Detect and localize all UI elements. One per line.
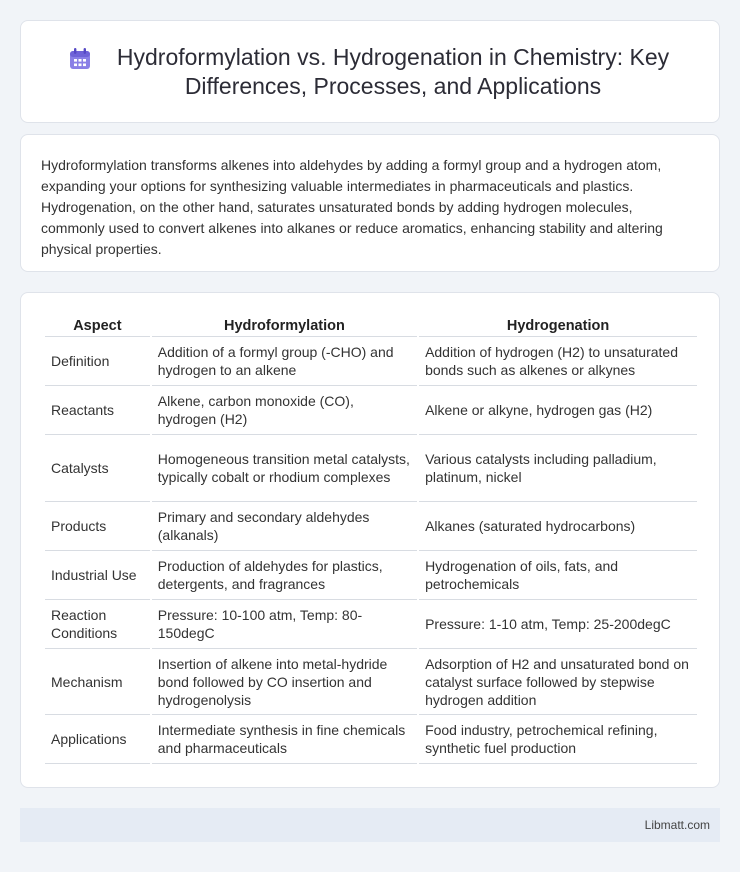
hydroformylation-cell: Addition of a formyl group (-CHO) and hydrogen to an alkene <box>152 337 417 386</box>
hydroformylation-cell: Homogeneous transition metal catalysts, typically cobalt or rhodium complexes <box>152 435 417 502</box>
column-header-hydrogenation: Hydrogenation <box>419 313 697 337</box>
footer-brand[interactable]: Libmatt.com <box>644 818 710 832</box>
row-label: Products <box>45 502 150 551</box>
comparison-table-card <box>20 292 720 788</box>
column-header-aspect: Aspect <box>45 313 150 337</box>
row-label: Applications <box>45 715 150 764</box>
hydrogenation-cell: Alkene or alkyne, hydrogen gas (H2) <box>419 386 697 435</box>
hydrogenation-cell: Addition of hydrogen (H2) to unsaturated bonds such as alkenes or alkynes <box>419 337 697 386</box>
table-header-row <box>45 313 697 337</box>
comparison-table <box>43 313 699 764</box>
hydroformylation-cell: Primary and secondary aldehydes (alkanals) <box>152 502 417 551</box>
row-label: Definition <box>45 337 150 386</box>
table-row <box>45 435 697 502</box>
hydrogenation-cell: Various catalysts including palladium, platinum, nickel <box>419 435 697 502</box>
hydroformylation-cell: Intermediate synthesis in fine chemicals and pharmaceuticals <box>152 715 417 764</box>
hydroformylation-cell: Production of aldehydes for plastics, detergents, and fragrances <box>152 551 417 600</box>
table-row <box>45 502 697 551</box>
hydrogenation-cell: Adsorption of H2 and unsaturated bond on catalyst surface followed by stepwise hydrogen addition <box>419 649 697 715</box>
hydrogenation-cell: Food industry, petrochemical refining, synthetic fuel production <box>419 715 697 764</box>
row-label: Reaction Conditions <box>45 600 150 649</box>
table-row <box>45 715 697 764</box>
table-row <box>45 386 697 435</box>
row-label: Industrial Use <box>45 551 150 600</box>
hydroformylation-cell: Pressure: 10-100 atm, Temp: 80-150degC <box>152 600 417 649</box>
intro-paragraph: Hydroformylation transforms alkenes into aldehydes by adding a formyl group and a hydrogen atom, expanding your options for synthesizing valuable intermediates in pharmaceuticals and plastics. Hydrogenation, on the other hand, saturates unsaturated bonds by adding hydrogen molecules, commonly used to convert alkenes into alkanes or reduce aromatics, enhancing stability and altering physical properties. <box>41 157 663 257</box>
calendar-icon <box>67 46 93 72</box>
row-label: Reactants <box>45 386 150 435</box>
hydroformylation-cell: Insertion of alkene into metal-hydride bond followed by CO insertion and hydrogenolysis <box>152 649 417 715</box>
row-label: Catalysts <box>45 435 150 502</box>
hydrogenation-cell: Alkanes (saturated hydrocarbons) <box>419 502 697 551</box>
hydroformylation-cell: Alkene, carbon monoxide (CO), hydrogen (H2) <box>152 386 417 435</box>
row-label: Mechanism <box>45 649 150 715</box>
page-title: Hydroformylation vs. Hydrogenation in Chemistry: Key Differences, Processes, and Applications <box>116 43 670 99</box>
title-card <box>20 20 720 123</box>
intro-card <box>20 134 720 272</box>
table-row <box>45 600 697 649</box>
title-wrap <box>21 21 719 122</box>
footer <box>20 808 720 842</box>
hydrogenation-cell: Pressure: 1-10 atm, Temp: 25-200degC <box>419 600 697 649</box>
table-row <box>45 551 697 600</box>
hydrogenation-cell: Hydrogenation of oils, fats, and petrochemicals <box>419 551 697 600</box>
column-header-hydroformylation: Hydroformylation <box>152 313 417 337</box>
table-row <box>45 649 697 715</box>
table-row <box>45 337 697 386</box>
